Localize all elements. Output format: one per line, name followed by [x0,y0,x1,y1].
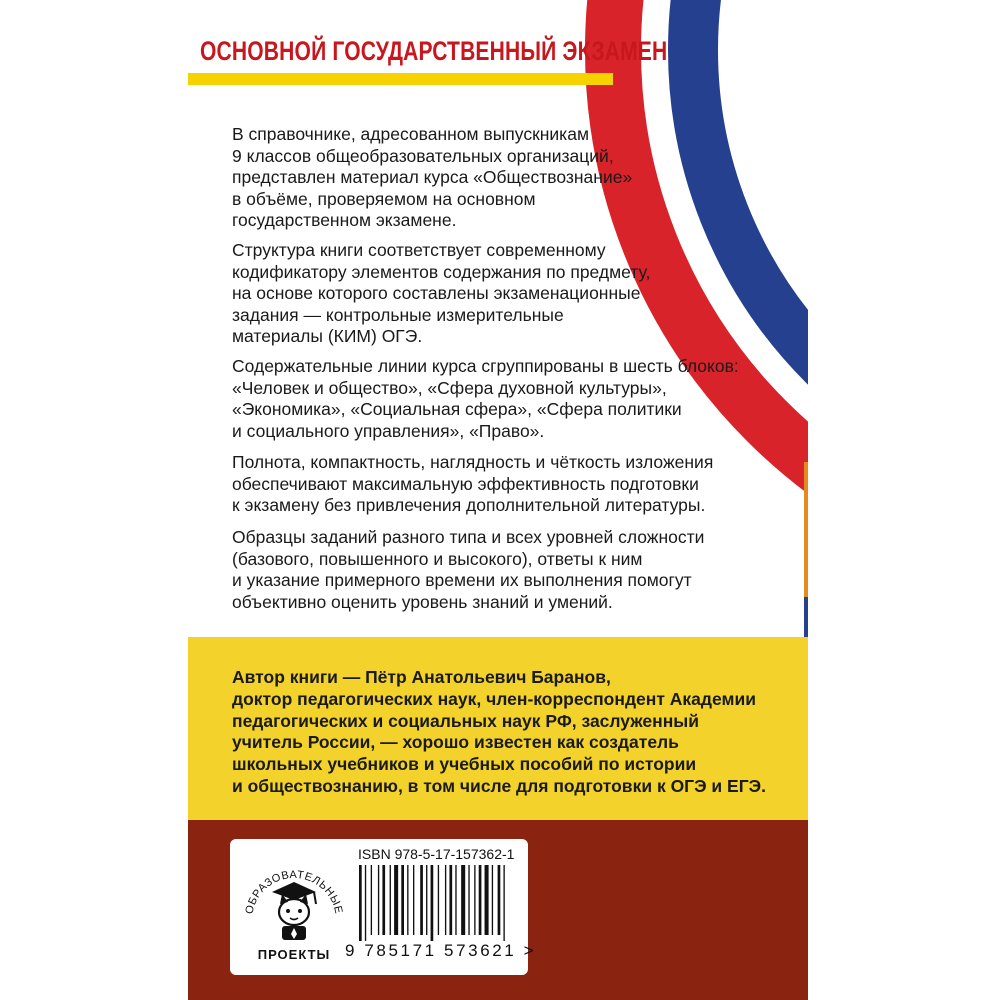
barcode-bar [479,865,482,935]
barcode-bar [394,865,398,935]
barcode-bar [407,865,408,935]
barcode-bar [365,865,366,941]
barcode-bar [390,865,391,935]
author-line: педагогических и социальных наук РФ, заслуженный [232,710,699,731]
barcode-bar [359,865,362,941]
barcode-bar [461,865,465,935]
text-line: «Человек и общество», «Сфера духовной культуры», [232,377,667,398]
text-line: Полнота, компактность, наглядность и чёткость изложения [232,452,714,472]
barcode-bar [468,865,469,935]
description-paragraph-5 [232,527,704,613]
author-line: Автор книги — Пётр Анатольевич Баранов, [232,667,611,687]
barcode-bar [485,865,489,935]
description-paragraph-4 [232,452,713,517]
publisher-name: ПРОЕКТЫ [257,947,331,962]
side-stripe-orange [804,462,808,597]
barcode-bar [449,865,452,935]
text-line: объективно оценить уровень знаний и умений. [232,591,613,612]
barcode-bar [378,865,379,935]
barcode-bar [401,865,404,935]
text-line: и социального управления», «Право». [232,420,545,441]
text-line: задания — контрольные измерительные [232,304,564,325]
text-line: кодификатору элементов содержания по предмету, [232,261,651,282]
barcode-bar [382,865,385,935]
isbn-label: ISBN 978-5-17-157362-1 [358,846,515,862]
text-line: к экзамену без привлечения дополнительной литературы. [232,495,706,515]
header-yellow-rule [188,73,613,85]
author-line: учитель России, — хорошо известен как создатель [232,732,679,753]
text-line: В справочнике, адресованном выпускникам [232,124,589,144]
author-bio [232,667,766,798]
text-line: государственном экзамене. [232,210,457,230]
text-line: Содержательные линии курса сгруппированы в шесть блоков: [232,356,739,376]
barcode-bar [474,865,475,935]
text-line: обеспечивают максимальную эффективность подготовки [232,473,699,494]
text-line: в объёме, проверяемом на основном [232,188,536,209]
author-line: школьных учебников и учебных пособий по истории [232,754,697,775]
barcode-bar [413,865,414,935]
cat-with-graduation-cap-icon [272,882,316,940]
publisher-arc-text: ОБРАЗОВАТЕЛЬНЫЕ [243,868,345,916]
barcode-bar [438,865,439,935]
series-title: ОСНОВНОЙ ГОСУДАРСТВЕННЫЙ ЭКЗАМЕН [200,36,668,66]
text-line: представлен материал курса «Обществознание» [232,167,633,187]
author-line: и обществознанию, в том числе для подготовки к ОГЭ и ЕГЭ. [232,775,766,796]
barcode-bar [420,865,423,935]
text-line: Образцы заданий разного типа и всех уровней сложности [232,527,705,547]
barcode-digits: 9 785171 573621 > [345,941,537,960]
text-line: и указание примерного времени их выполнения помогут [232,570,692,590]
barcode-bar [492,865,493,935]
barcode-bar [498,865,501,935]
barcode-bar [426,865,427,935]
barcode-bar [431,865,434,941]
publisher-logo [236,842,348,970]
barcode-bar [455,865,456,935]
text-line: (базового, повышенного и высокого), ответы к ним [232,548,643,569]
barcode-bar [445,865,446,935]
barcode-bars [357,865,521,941]
text-line: Структура книги соответствует современному [232,240,606,260]
text-line: на основе которого составлены экзаменационные [232,283,641,303]
barcode-bar [371,865,372,935]
side-stripe-blue [804,597,808,637]
description-paragraph-1 [232,124,632,232]
description-paragraph-3 [232,356,739,442]
text-line: 9 классов общеобразовательных организаций, [232,145,614,166]
author-line: доктор педагогических наук, член-корреспондент Академии [232,688,756,709]
text-line: «Экономика», «Социальная сфера», «Сфера политики [232,399,682,419]
description-paragraph-2 [232,240,650,348]
text-line: материалы (КИМ) ОГЭ. [232,326,423,346]
barcode-bar [503,865,504,941]
